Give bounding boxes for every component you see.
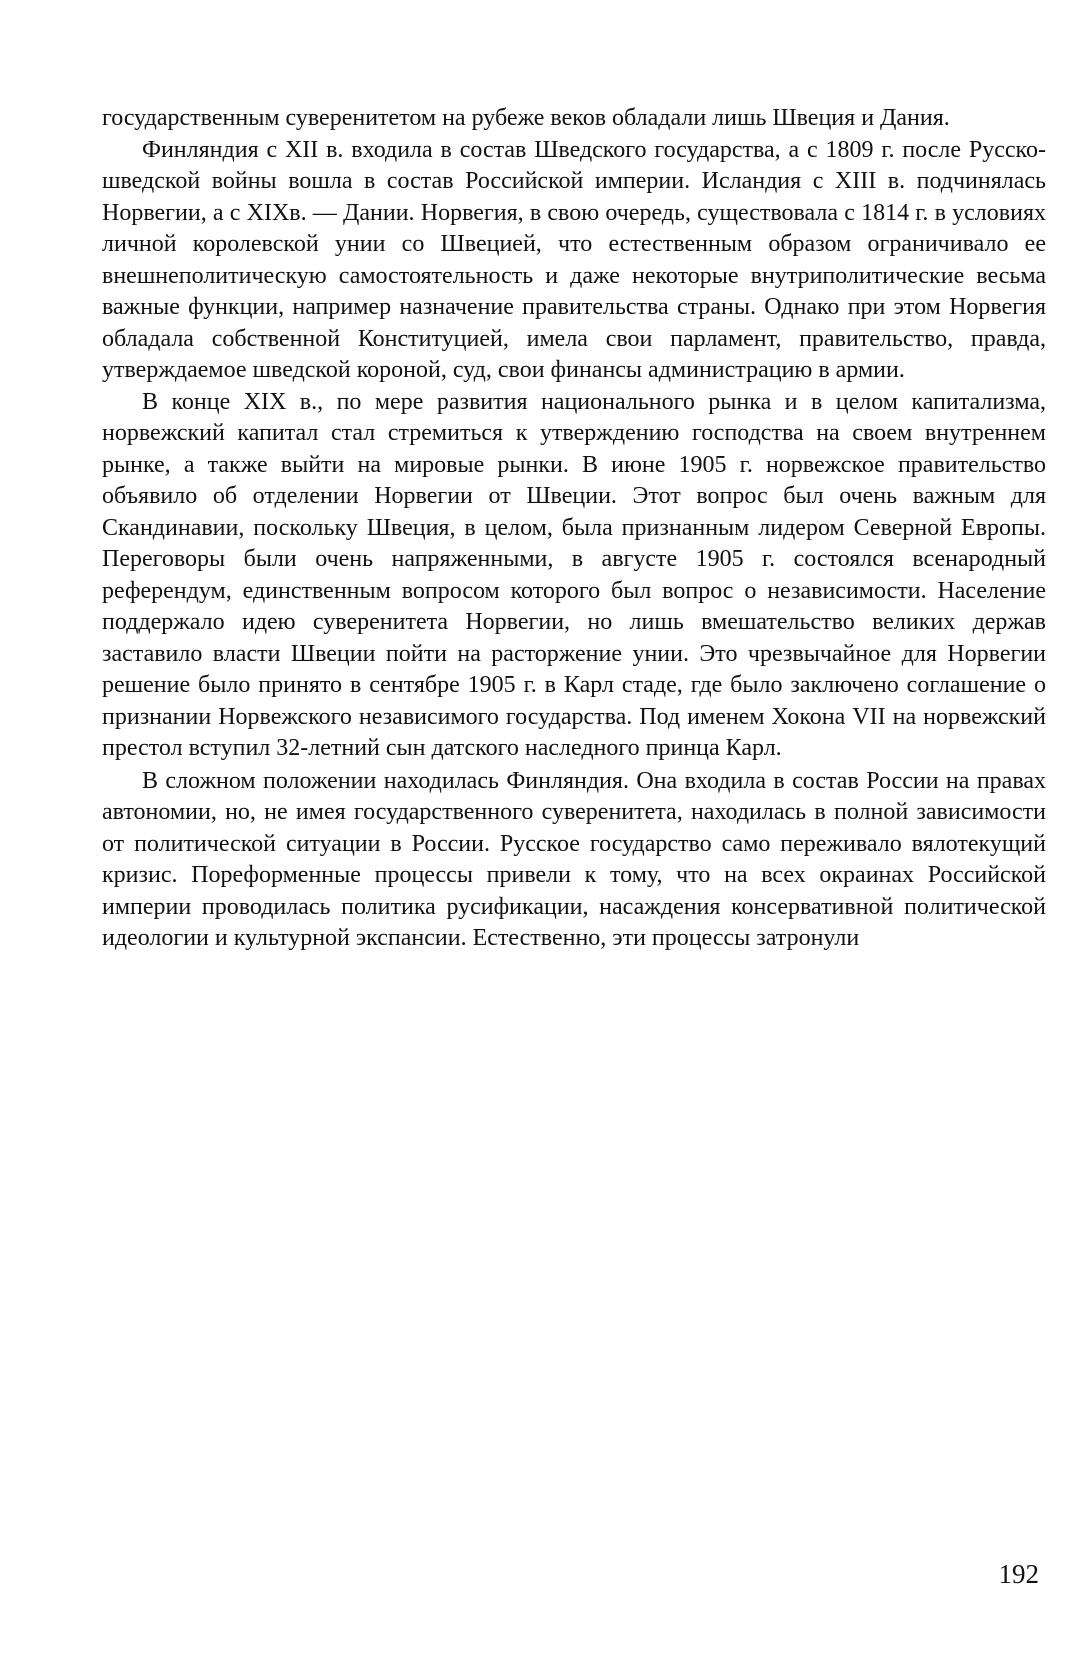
paragraph-norway-independence: В конце XIX в., по мере развития национального рынка и в целом капитализма, норвежский капитал стал стремиться к утверждению господства на своем внутреннем рынке, а также выйти на мировые рынки. В июне 1905 г. норвежское правительство объявило об отделении Норвегии от Швеции. Этот вопрос был очень важным для Скандинавии, поскольку Швеция, в целом, была признанным лидером Северной Европы. Переговоры были очень напряженными, в августе 1905 г. состоялся всенародный референдум, единственным вопросом которого был вопрос о независимости. Население поддержало идею суверенитета Норвегии, но лишь вмешательство великих держав заставило власти Швеции пойти на расторжение унии. Это чрезвычайное для Норвегии решение было принято в сентябре 1905 г. в Карл стаде, где было заключено соглашение о признании Норвежского независимого государства. Под именем Хокона VII на норвежский престол вступил 32-летний сын датского наследного принца Карл.: [102, 388, 1046, 761]
paragraph-continuation: государственным суверенитетом на рубеже веков обладали лишь Швеция и Дания.: [102, 105, 950, 131]
body-text: [102, 103, 1046, 955]
paragraph-finland-iceland-norway: Финляндия с XII в. входила в состав Шведского государства, а с 1809 г. после Русско-шведской войны вошла в состав Российской империи. Исландия с XIII в. подчинялась Норвегии, а с XIXв. — Дании. Норвегия, в свою очередь, существовала с 1814 г. в условиях личной королевской унии со Швецией, что естественным образом ограничивало ее внешнеполитическую самостоятельность и даже некоторые внутриполитические весьма важные функции, например назначение правительства страны. Однако при этом Норвегия обладала собственной Конституцией, имела свои парламент, правительство, правда, утверждаемое шведской короной, суд, свои финансы администрацию в армии.: [102, 136, 1046, 383]
paragraph-finland-position: В сложном положении находилась Финляндия. Она входила в состав России на правах автономии, но, не имея государственного суверенитета, находилась в полной зависимости от политической ситуации в России. Русское государство само переживало вялотекущий кризис. Пореформенные процессы привели к тому, что на всех окраинах Российской империи проводилась политика русификации, насаждения консервативной политической идеологии и культурной экспансии. Естественно, эти процессы затронули: [102, 767, 1046, 951]
page-number: 192: [998, 1559, 1039, 1589]
